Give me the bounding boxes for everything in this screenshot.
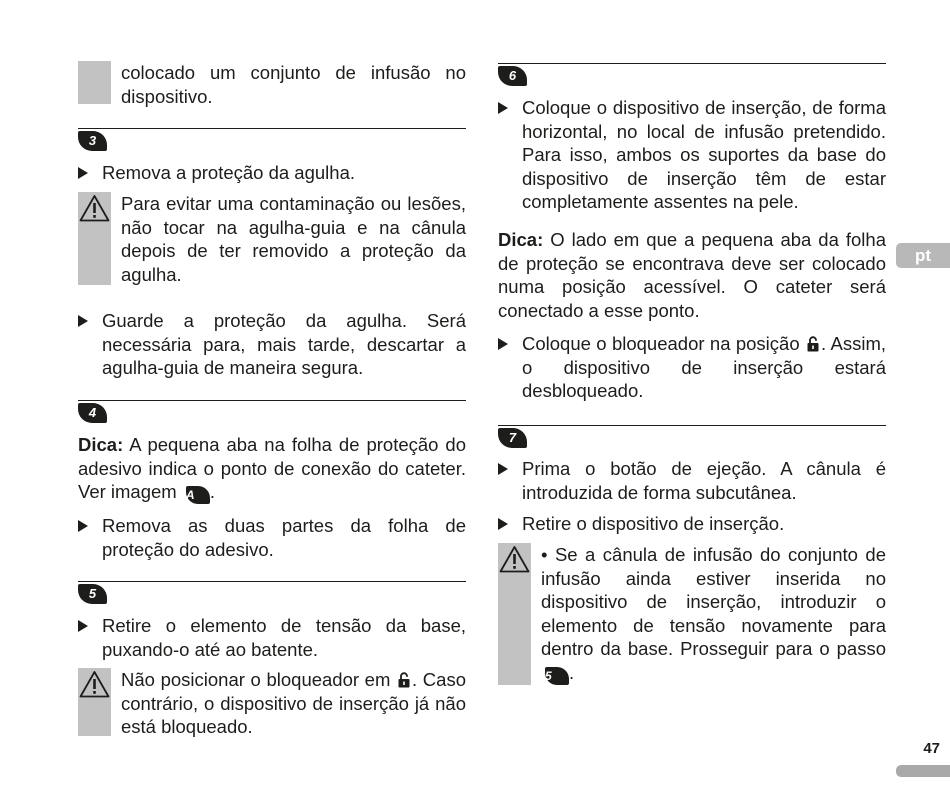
step-5-warning	[78, 668, 466, 736]
tip-label: Dica:	[498, 229, 544, 250]
bullet-arrow-icon	[78, 167, 88, 179]
step-7-bullet-2: Retire o dispositivo de inserção.	[498, 512, 886, 536]
step-4-tip: Dica: A pequena aba na folha de proteção do adesivo indica o ponto de conexão do cateter. Ver imagem A .	[78, 434, 466, 503]
bullet-arrow-icon	[498, 463, 508, 475]
bullet-arrow-icon	[78, 315, 88, 327]
bullet-arrow-icon	[498, 102, 508, 114]
step-6-tip: Dica: O lado em que a pequena aba da folha de proteção se encontrava deve ser colocado numa posição acessível. O cateter será conectado a esse ponto.	[498, 229, 886, 321]
step-7-rule	[498, 425, 886, 426]
step-6-bullet-2: Coloque o bloqueador na posição . Assim, o dispositivo de inserção estará desbloqueado.	[498, 332, 886, 403]
step-5-rule	[78, 581, 466, 582]
step-5-bullet-1: Retire o elemento de tensão da base, puxando-o até ao batente.	[78, 614, 466, 661]
step-3-rule	[78, 128, 466, 129]
step-4-bullet-1: Remova as duas partes da folha de proteção do adesivo.	[78, 514, 466, 561]
unlocked-padlock-icon	[398, 672, 410, 688]
continuation-text: colocado um conjunto de infusão no dispositivo.	[121, 62, 466, 107]
warning-triangle-icon	[79, 194, 110, 222]
continuation-note	[78, 61, 466, 107]
warning-triangle-icon	[499, 545, 530, 573]
unlocked-padlock-icon	[807, 336, 819, 352]
step-3-warning-text: Para evitar uma contaminação ou lesões, não tocar na agulha-guia e na cânula depois de ter removido a proteção da agulha.	[121, 193, 466, 285]
step-6-bullet-1: Coloque o dispositivo de inserção, de forma horizontal, no local de infusão pretendido. Para isso, ambos os suportes da base do dispositivo de inserção têm de estar completamente assentes na pele.	[498, 96, 886, 214]
step-7-badge: 7	[498, 428, 527, 448]
bullet-arrow-icon	[498, 338, 508, 350]
step-ref-badge: 5	[545, 667, 569, 685]
step-5-badge: 5	[78, 584, 107, 604]
bullet-arrow-icon	[78, 520, 88, 532]
step-3-badge: 3	[78, 131, 107, 151]
step-5-warning-text: Não posicionar o bloqueador em . Caso contrário, o dispositivo de inserção já não está bloqueado.	[121, 669, 466, 738]
bullet-arrow-icon	[498, 518, 508, 530]
step-4-rule	[78, 400, 466, 401]
step-7-warning-text: • Se a cânula de infusão do conjunto de infusão ainda estiver inserida no dispositivo de inserção, introduzir o elemento de tensão novamente para dentro da base. Prosseguir para o passo 5 .	[541, 544, 886, 683]
language-tab: pt	[896, 243, 950, 268]
warning-triangle-icon	[79, 670, 110, 698]
step-3-warning	[78, 192, 466, 285]
page-number: 47	[923, 740, 940, 757]
step-4-badge: 4	[78, 403, 107, 423]
bullet-arrow-icon	[78, 620, 88, 632]
step-3-bullet-1: Remova a proteção da agulha.	[78, 161, 466, 185]
image-ref-badge: A	[186, 486, 210, 504]
step-7-bullet-1: Prima o botão de ejeção. A cânula é introduzida de forma subcutânea.	[498, 457, 886, 504]
note-bar	[78, 61, 111, 104]
step-7-warning	[498, 543, 886, 685]
step-6-badge: 6	[498, 66, 527, 86]
step-3-bullet-2: Guarde a proteção da agulha. Será necessária para, mais tarde, descartar a agulha-guia de maneira segura.	[78, 309, 466, 380]
tip-label: Dica:	[78, 434, 124, 455]
page-marker-bar	[896, 765, 950, 777]
step-6-rule	[498, 63, 886, 64]
